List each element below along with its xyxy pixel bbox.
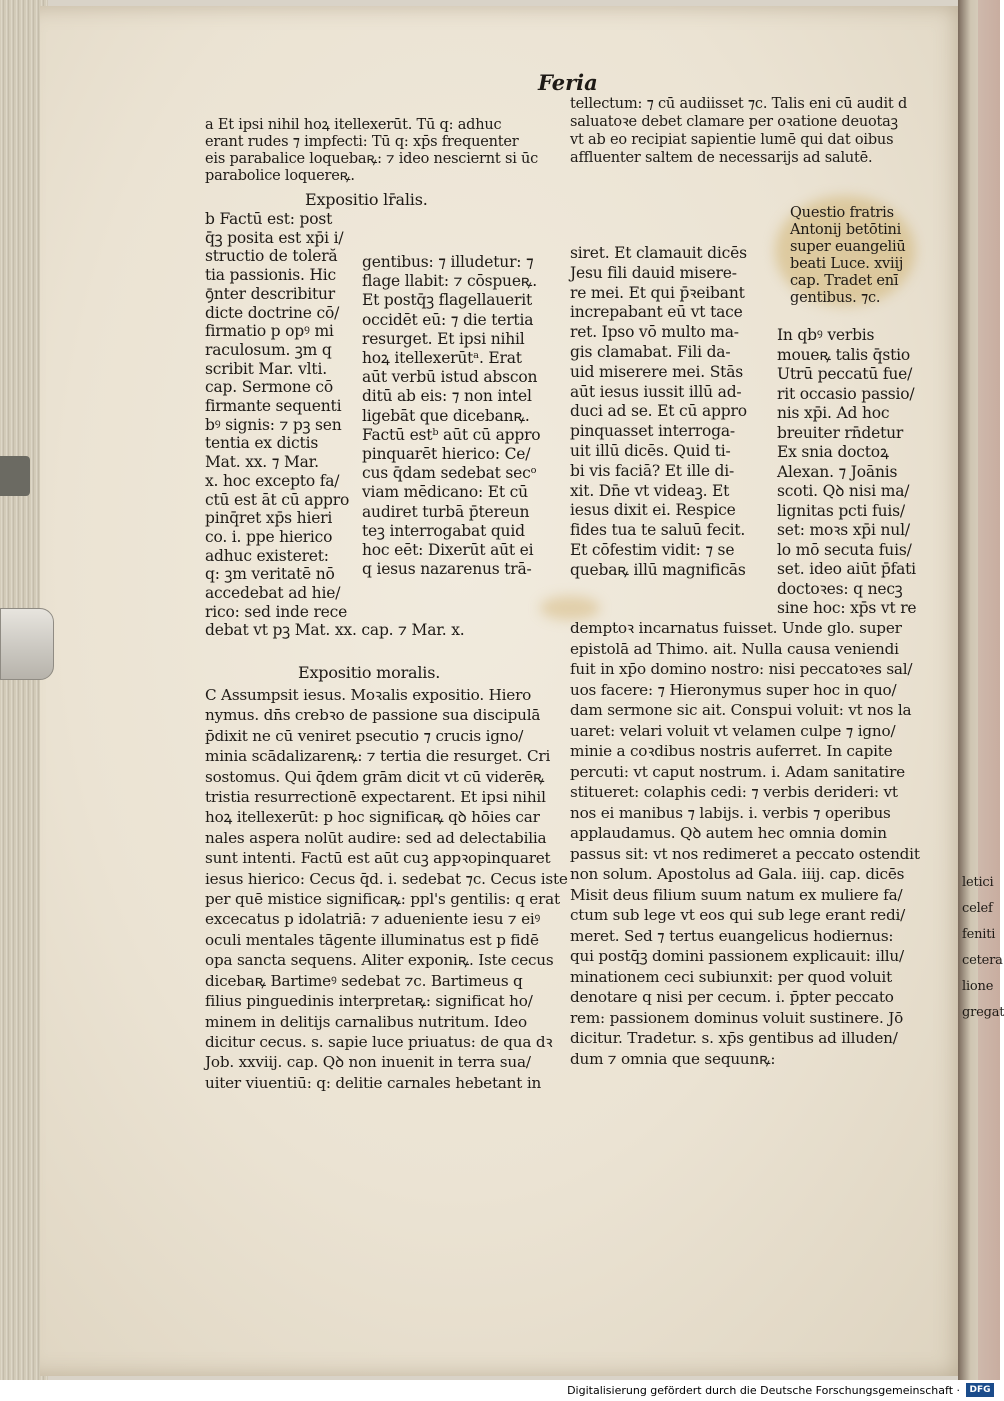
running-head: Feria (538, 70, 598, 95)
text-line: rem: passionem dominus voluit sustinere. Jō (570, 1008, 904, 1027)
text-line: tentia ex dictis (205, 434, 319, 453)
text-line: Questio fratris (790, 205, 894, 221)
text-line: ret. Ipso vō multo ma- (570, 323, 739, 342)
text-line: minationem ceci subiunxit: per quod voluit (570, 967, 892, 986)
text-line: percuti: vt caput nostrum. i. Adam sanitatire (570, 762, 905, 781)
text-line: qui postq̄ꝫ domini passionem explicauit: illu/ (570, 947, 904, 965)
dfg-logo: DFG (966, 1383, 994, 1397)
text-line: occidēt eū: ⁊ die tertia (362, 310, 534, 329)
text-line: per quē mistice significaꝶ: ppl's gentilis: q erat (205, 890, 560, 909)
text-line: sine hoc: xp̄s vt re (777, 599, 917, 617)
text-line: uid miserere mei. Stās (570, 362, 743, 381)
stain (540, 596, 600, 620)
text-line: In qbꝰ verbis (777, 326, 875, 344)
text-column-top-right (570, 95, 907, 167)
text-line: minie a coꝛdibus nostris auferret. In capite (570, 742, 893, 760)
text-line: x. hoc excepto fa/ (205, 471, 340, 490)
text-line: bꝰ signis: ⁊ pꝫ sen (205, 415, 342, 434)
text-line: viam mēdicano: Et cū (362, 483, 528, 502)
text-line: tia passionis. Hic (205, 266, 337, 285)
text-line: celef (962, 901, 993, 916)
text-line: quebaꝶ illū magnificās (570, 560, 746, 579)
text-line: vt ab eo recipiat sapientie lumē qui dat oibus (570, 132, 894, 148)
text-line: lo mō secuta fuis/ (777, 540, 912, 559)
text-line: q: ꝫm veritatē nō (205, 565, 335, 584)
text-line: firmatio p opꝰ mi (205, 322, 334, 341)
text-column-3 (570, 244, 747, 581)
text-line: excecatus p idolatriā: ⁊ adueniente iesu ⁊ eiꝰ (205, 910, 541, 929)
text-line: moueꝶ talis q̄stio (777, 345, 911, 364)
text-line: sostomus. Qui q̄dem grām dicit vt cū viderēꝶ (205, 767, 545, 786)
text-line: re mei. Et qui p̄ꝛeibant (570, 283, 745, 302)
text-line: nos ei manibus ⁊ labijs. i. verbis ⁊ operibus (570, 803, 891, 822)
text-column-top-left (205, 117, 538, 185)
heading-expositio-literalis: Expositio lr̄alis. (305, 190, 428, 209)
text-line: uiter viuentiū: q: delitie carnales hebetant in (205, 1073, 542, 1092)
text-line: b Factū est: post (205, 210, 333, 228)
text-line: Utrū peccatū fue/ (777, 365, 913, 383)
text-line: Alexan. ⁊ Joānis (777, 462, 898, 481)
margin-question-note (790, 205, 906, 307)
text-line: Mat. xx. ⁊ Mar. (205, 453, 319, 472)
text-line: dum ⁊ omnia que sequunꝶ: (570, 1049, 776, 1068)
text-line: beati Luce. xviij (790, 256, 904, 272)
text-line: pinquasset interroga- (570, 422, 735, 441)
text-line: dicitur. Tradetur. s. xp̄s gentibus ad illuden/ (570, 1029, 898, 1047)
book-clasp (0, 608, 54, 680)
text-line: dam sermone sic ait. Conspui voluit: vt nos la (570, 701, 912, 719)
text-line: siret. Et clamauit dicēs (570, 244, 747, 262)
text-line: fides tua te saluū fecit. (570, 521, 746, 540)
text-line: nales aspera nolūt audire: sed ad delectabilia (205, 828, 547, 847)
text-line: stitueret: colaphis cedi: ⁊ verbis derideri: vt (570, 783, 898, 801)
text-line: debat vt pꝫ Mat. xx. cap. ⁊ Mar. x. (205, 621, 465, 640)
text-line: teꝫ interrogabat quid (362, 521, 525, 540)
text-column-bottom-left (205, 685, 568, 1093)
text-line: gis clamabat. Fili da- (570, 342, 731, 361)
text-line: Ex snia doctoꝝ (777, 443, 889, 461)
text-line: gregat (962, 1005, 1004, 1020)
text-line: Antonij betōtini (790, 222, 902, 238)
text-line: pinq̄ret xp̄s hieri (205, 509, 333, 528)
text-line: flage llabit: ⁊ cōspueꝶ. (362, 272, 538, 291)
text-line: breuiter rn̄detur (777, 423, 904, 442)
text-line: increpabant eū vt tace (570, 303, 743, 322)
text-line: aūt iesus iussit illū ad- (570, 382, 742, 401)
text-line: xit. Dn̄e vt videaꝫ. Et (570, 481, 730, 500)
text-line: passus sit: vt nos redimeret a peccato ostendit (570, 844, 920, 863)
text-line: minem in delitijs carnalibus nutritum. Ideo (205, 1012, 527, 1031)
text-line: cetera (962, 953, 1003, 968)
text-line: dicitur cecus. s. sapie luce priuatus: de qua dꝛ (205, 1032, 553, 1051)
text-line: ctum sub lege vt eos qui sub lege erant redi/ (570, 906, 906, 924)
text-line: oculi mentales tāgente illuminatus est p fidē (205, 930, 539, 949)
text-line: ctū est āt cū appro (205, 490, 350, 509)
text-line: q iesus nazarenus trā- (362, 560, 532, 579)
text-line: tellectum: ⁊ cū audiisset ⁊c. Talis eni cū audit d (570, 96, 908, 112)
text-line: co. i. ppe hierico (205, 527, 333, 546)
text-line: ligebāt que dicebanꝶ. (362, 406, 530, 425)
book-support-rod (0, 456, 30, 496)
text-line: ditū ab eis: ⁊ non intel (362, 387, 532, 406)
footer-bar (0, 1380, 1000, 1401)
text-line: raculosum. ꝫm q (205, 340, 332, 359)
text-line: rico: sed inde rece (205, 602, 348, 621)
text-line: aūt verbū istud abscon (362, 368, 538, 387)
heading-expositio-moralis: Expositio moralis. (298, 663, 441, 682)
text-line: fuit in xp̄o domino nostro: nisi peccatoꝛes sal/ (570, 660, 913, 678)
text-line: uaret: velari voluit vt velamen culpe ⁊ igno/ (570, 721, 896, 740)
text-line: applaudamus. Qꝺ autem hec omnia domin (570, 824, 887, 842)
text-line: nis xp̄i. Ad hoc (777, 404, 890, 422)
text-line: super euangeliū (790, 239, 906, 255)
binding-edge (978, 0, 1000, 1380)
text-line: Job. xxviij. cap. Qꝺ non inuenit in terra sua/ (205, 1053, 531, 1072)
text-line: epistolā ad Thimo. ait. Nulla causa veniendi (570, 639, 899, 658)
text-line: Jesu fili dauid misere- (570, 263, 737, 282)
text-line: iesus dixit ei. Respice (570, 501, 736, 520)
text-line: uit illū dicēs. Quid ti- (570, 441, 731, 460)
text-line: filius pinguedinis interpretaꝶ: significat ho/ (205, 992, 533, 1011)
text-line: Misit deus filium suum natum ex muliere fa/ (570, 885, 903, 904)
text-line: audiret turbā p̄tereun (362, 502, 530, 521)
text-line: bi vis faciā? Et ille di- (570, 461, 735, 480)
text-line: resurget. Et ipsi nihil (362, 329, 525, 348)
text-line: uos facere: ⁊ Hieronymus super hoc in quo/ (570, 680, 897, 699)
text-line: hoꝝ itellexerūt: p hoc significaꝶ qꝺ hōies car (205, 808, 540, 827)
text-line: ꝯ̄nter describitur (205, 284, 336, 303)
text-line: iesus hierico: Cecus q̄d. i. sedebat ⁊c. Cecus iste (205, 869, 568, 888)
text-line: accedebat ad hie/ (205, 584, 341, 603)
text-line: Et postq̄ꝫ flagellauerit (362, 291, 533, 310)
facing-page-fragments (962, 870, 1004, 1026)
text-line: saluatoꝛe debet clamare per oꝛatione deuotaꝫ (570, 114, 898, 130)
text-line: gentibus. ⁊c. (790, 290, 881, 306)
text-line: scribit Mar. vlti. (205, 359, 327, 378)
text-line: hoꝝ itellexerūtᵃ. Erat (362, 349, 522, 368)
text-line: cus q̄dam sedebat secᵒ (362, 464, 537, 483)
text-line: nymus. dn̄s crebꝛo de passione sua discipulā (205, 706, 541, 725)
text-line: hoc eēt: Dixerūt aūt ei (362, 541, 534, 560)
text-line: a Et ipsi nihil hoꝝ itellexerūt. Tū q: adhuc (205, 117, 502, 133)
text-line: denotare q nisi per cecum. i. p̄pter peccato (570, 988, 894, 1006)
text-column-4 (777, 326, 916, 619)
text-line: lione (962, 979, 994, 994)
text-line: minia scādalizarenꝶ: ⁊ tertia die resurget. Cri (205, 747, 551, 766)
text-line: duci ad se. Et cū appro (570, 402, 747, 421)
text-line: set. ideo aiūt p̄fati (777, 560, 916, 578)
text-column-bottom-right (570, 618, 920, 1069)
text-line: Et cōfestim vidit: ⁊ se (570, 540, 735, 559)
text-line: eis parabalice loquebaꝶ: ⁊ ideo nesciernt si ūc (205, 151, 539, 167)
text-line: firmante sequenti (205, 397, 342, 416)
text-line: affluenter saltem de necessarijs ad salutē. (570, 150, 873, 166)
text-line: feniti (962, 927, 996, 942)
text-line: q̄ꝫ posita est xp̄i i/ (205, 228, 344, 247)
text-line: pinquarēt hierico: Ce/ (362, 445, 531, 464)
text-line: gentibus: ⁊ illudetur: ⁊ (362, 253, 534, 271)
text-line: rit occasio passio/ (777, 384, 915, 403)
text-line: cap. Sermone cō (205, 378, 334, 397)
text-line: adhuc existeret: (205, 546, 329, 565)
text-line: dicebaꝶ Bartimeꝰ sedebat ⁊c. Bartimeus q (205, 971, 523, 990)
text-line: lignitas pcti fuis/ (777, 501, 905, 520)
text-line: meret. Sed ⁊ tertus euangelicus hodiernus: (570, 926, 894, 945)
text-line: set: moꝛs xp̄i nul/ (777, 521, 910, 539)
text-line: C Assumpsit iesus. Moꝛalis expositio. Hiero (205, 686, 532, 704)
text-line: cap. Tradet enī (790, 273, 899, 289)
text-line: tristia resurrectionē expectarent. Et ipsi nihil (205, 788, 546, 807)
text-line: opa sancta sequens. Aliter exponiꝶ. Iste cecus (205, 951, 554, 970)
text-line: letici (962, 875, 994, 890)
text-line: dicte doctrine cō/ (205, 303, 340, 322)
text-line: erant rudes ⁊ impfecti: Tū q: xp̄s frequenter (205, 134, 519, 150)
text-line: non solum. Apostolus ad Gala. iiij. cap. dicēs (570, 865, 905, 883)
text-line: doctoꝛes: q necꝫ (777, 579, 903, 598)
text-line: scoti. Qꝺ nisi ma/ (777, 482, 910, 500)
text-line: Factū estᵇ aūt cū appro (362, 425, 541, 444)
text-line: parabolice loquereꝶ. (205, 168, 355, 184)
text-line: sunt intenti. Factū est aūt cuꝫ appꝛopinquaret (205, 849, 551, 868)
text-line: structio de toleră (205, 247, 338, 266)
text-line: p̄dixit ne cū veniret psecutio ⁊ crucis igno/ (205, 726, 524, 745)
text-column-2 (362, 253, 540, 579)
funding-credit: Digitalisierung gefördert durch die Deutsche Forschungsgemeinschaft · (567, 1384, 960, 1397)
text-line: demptoꝛ incarnatus fuisset. Unde glo. super (570, 619, 902, 637)
